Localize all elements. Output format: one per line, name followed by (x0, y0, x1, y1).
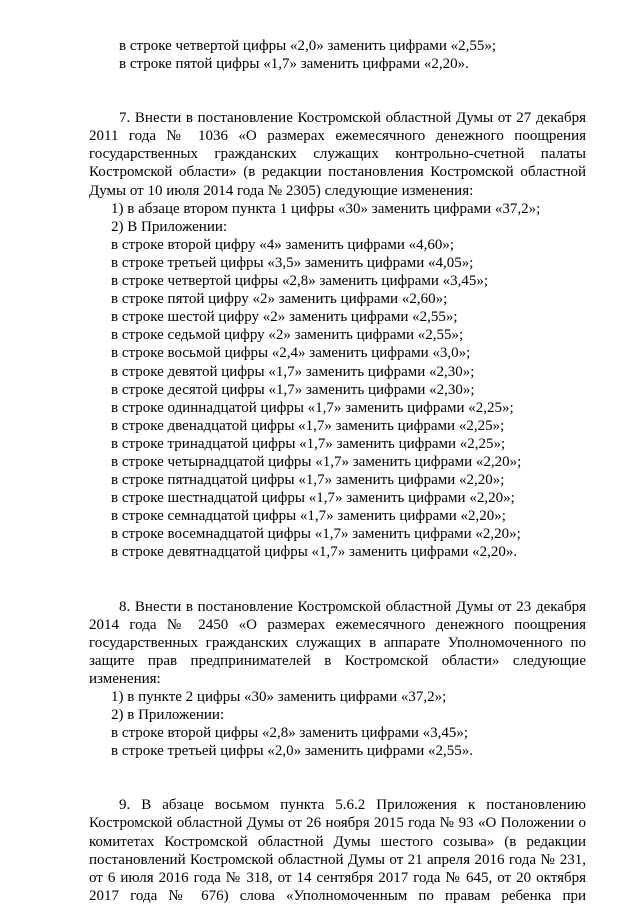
row-line: в строке третьей цифры «2,0» заменить цифрами «2,55». (111, 743, 474, 760)
row-line: в строке третьей цифры «3,5» заменить цифрами «4,05»; (111, 254, 474, 271)
document-body (89, 37, 586, 905)
paragraph-line: Костромской областной Думы от 26 ноября 2015 года № 93 «О Положении о (89, 815, 586, 832)
paragraph-line: постановлений Костромской областной Думы от 21 апреля 2016 года № 231, (89, 851, 586, 868)
paragraph-line: Думы от 10 июля 2014 года № 2305) следующие изменения: (89, 182, 474, 199)
paragraph-line: комитетах Костромской областной Думы шестого созыва» (в редакции (89, 833, 586, 850)
text-line: в строке пятой цифры «1,7» заменить цифрами «2,20». (119, 56, 469, 73)
paragraph-gap (89, 73, 586, 109)
text-line: в строке четвертой цифры «2,0» заменить цифрами «2,55»; (119, 38, 497, 54)
paragraph-line: 2011 года № 1036 «О размерах ежемесячного денежного поощрения (89, 128, 586, 145)
row-line: в строке седьмой цифру «2» заменить цифрами «2,55»; (111, 327, 464, 344)
item-8 (89, 598, 586, 761)
subitem-line: 1) в пункте 2 цифры «30» заменить цифрами «37,2»; (111, 689, 447, 705)
item-9 (89, 796, 586, 905)
paragraph-line: 2014 года № 2450 «О размерах ежемесячного денежного поощрения (89, 616, 586, 633)
row-line: в строке шестнадцатой цифры «1,7» заменить цифрами «2,20»; (111, 490, 515, 507)
row-line: в строке четвертой цифры «2,8» заменить цифрами «3,45»; (111, 273, 489, 290)
paragraph-gap (89, 760, 586, 796)
row-line: в строке десятой цифры «1,7» заменить цифрами «2,30»; (111, 381, 475, 398)
row-line: в строке девятнадцатой цифры «1,7» заменить цифрами «2,20». (111, 544, 518, 561)
row-line: в строке одиннадцатой цифры «1,7» заменить цифрами «2,25»; (111, 399, 514, 416)
row-line: в строке четырнадцатой цифры «1,7» заменить цифрами «2,20»; (111, 453, 522, 470)
row-line: в строке пятнадцатой цифры «1,7» заменить цифрами «2,20»; (111, 472, 505, 489)
paragraph-line: изменения: (89, 670, 161, 687)
subitem-line: 1) в абзаце втором пункта 1 цифры «30» заменить цифрами «37,2»; (111, 200, 541, 217)
subitem-line: 2) в Приложении: (111, 707, 225, 724)
paragraph-line: от 6 июля 2016 года № 318, от 14 сентября 2017 года № 645, от 20 октября (89, 869, 586, 886)
row-line: в строке второй цифру «4» заменить цифрами «4,60»; (111, 236, 455, 253)
item-7 (89, 109, 586, 561)
row-line: в строке девятой цифры «1,7» заменить цифрами «2,30»; (111, 363, 475, 380)
row-line: в строке двенадцатой цифры «1,7» заменить цифрами «2,25»; (111, 417, 505, 434)
row-line: в строке тринадцатой цифры «1,7» заменить цифрами «2,25»; (111, 435, 506, 452)
paragraph-line: 8. Внести в постановление Костромской областной Думы от 23 декабря (119, 598, 586, 615)
paragraph-line: Костромской области» (в редакции постановления Костромской областной (89, 164, 586, 181)
paragraph-line: 7. Внести в постановление Костромской областной Думы от 27 декабря (119, 110, 586, 127)
row-line: в строке восьмой цифры «2,4» заменить цифрами «3,0»; (111, 345, 471, 362)
row-line: в строке семнадцатой цифры «1,7» заменить цифрами «2,20»; (111, 508, 506, 525)
row-line: в строке пятой цифру «2» заменить цифрами «2,60»; (111, 291, 448, 308)
row-line: в строке шестой цифру «2» заменить цифрами «2,55»; (111, 309, 458, 326)
subitem-line: 2) В Приложении: (111, 218, 228, 235)
paragraph-line: 9. В абзаце восьмом пункта 5.6.2 Приложения к постановлению (119, 797, 586, 814)
paragraph-gap (89, 562, 586, 598)
paragraph-line: защите прав предпринимателей в Костромской области» следующие (89, 652, 586, 669)
paragraph-line: государственных гражданских служащих в аппарате Уполномоченного по (89, 634, 586, 651)
paragraph-line: государственных гражданских служащих контрольно-счетной палаты (89, 146, 586, 163)
top-lines (89, 37, 586, 73)
row-line: в строке второй цифры «2,8» заменить цифрами «3,45»; (111, 725, 469, 742)
paragraph-line: 2017 года № 676) слова «Уполномоченным по правам ребенка при (89, 887, 586, 904)
row-line: в строке восемнадцатой цифры «1,7» заменить цифрами «2,20»; (111, 526, 521, 543)
